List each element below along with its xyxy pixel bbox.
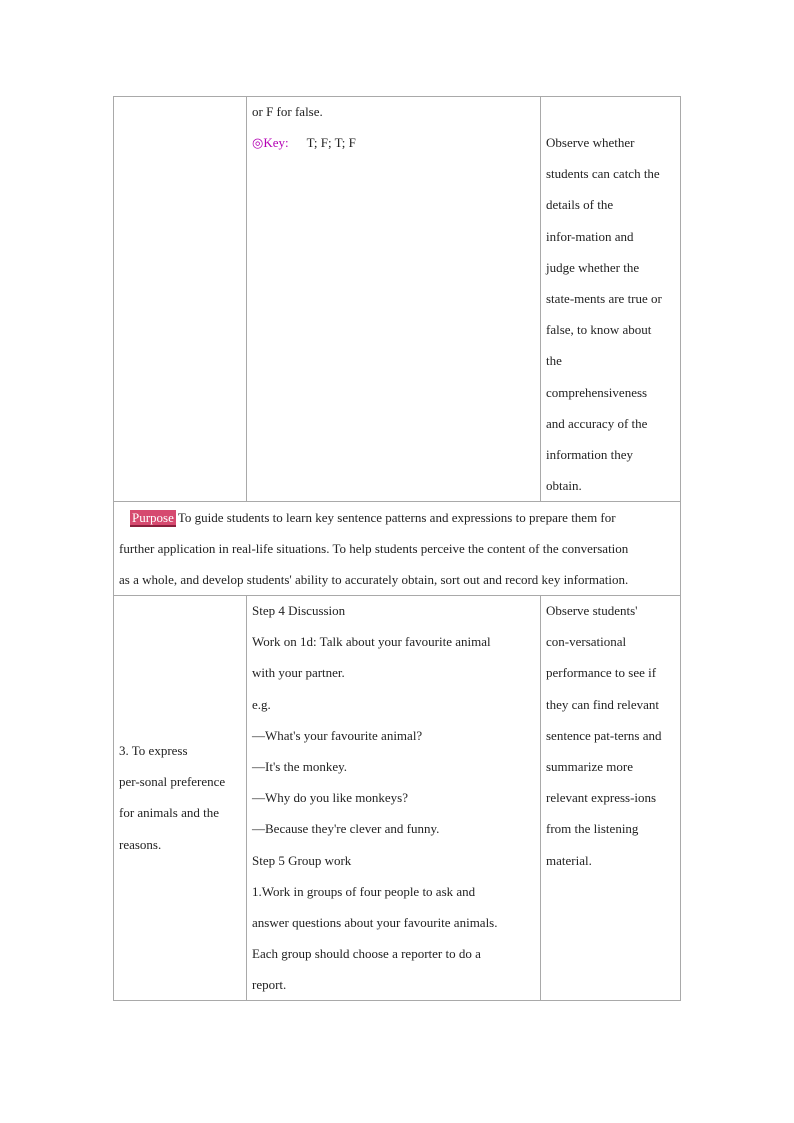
row3-assessment-cell — [546, 595, 678, 876]
assessment-line: the — [546, 353, 562, 369]
purpose-cell — [119, 502, 675, 596]
assessment-line: false, to know about — [546, 322, 652, 338]
step-line: 1.Work in groups of four people to ask and — [252, 883, 476, 899]
objective-line: per-sonal preference — [119, 774, 226, 790]
activity-line: or F for false. — [252, 104, 323, 119]
row1-assessment-cell — [546, 127, 678, 501]
assessment-line: and accuracy of the — [546, 415, 648, 431]
step-heading: Step 5 Group work — [252, 852, 352, 868]
assessment-line: relevant express-ions — [546, 790, 657, 806]
objective-line: 3. To express — [119, 743, 188, 758]
purpose-line — [119, 502, 675, 533]
step-line: Each group should choose a reporter to do a — [252, 946, 481, 962]
assessment-line: infor-mation and — [546, 228, 634, 244]
row3-objective-cell — [119, 735, 244, 860]
column-divider — [540, 595, 541, 1000]
assessment-line: they can find relevant — [546, 696, 659, 712]
assessment-line: obtain. — [546, 478, 582, 494]
key-label: ◎Key: — [252, 135, 289, 151]
objective-line: for animals and the — [119, 805, 219, 821]
purpose-line: further application in real-life situations. To help students perceive the content of the conversation — [119, 541, 629, 557]
objective-line: reasons. — [119, 836, 162, 852]
row1-activity-cell — [252, 96, 538, 158]
assessment-line: performance to see if — [546, 665, 657, 681]
key-answers: T; F; T; F — [306, 135, 356, 151]
assessment-line: con-versational — [546, 634, 627, 650]
assessment-line: students can catch the — [546, 166, 660, 182]
column-divider — [246, 595, 247, 1000]
lesson-plan-table — [113, 96, 681, 1001]
row3-activity-cell — [252, 595, 538, 1001]
answer-key — [252, 127, 538, 158]
assessment-line: state-ments are true or — [546, 291, 662, 307]
row1-objective-cell — [119, 96, 244, 501]
step-line: e.g. — [252, 696, 271, 712]
column-divider — [246, 96, 247, 501]
dialogue-line: —What's your favourite animal? — [252, 727, 423, 743]
purpose-line: as a whole, and develop students' ability to accurately obtain, sort out and record key information. — [119, 572, 629, 588]
table-border-right — [680, 96, 681, 1001]
assessment-line: Observe students' — [546, 603, 638, 618]
dialogue-line: —Because they're clever and funny. — [252, 821, 440, 837]
purpose-text: To guide students to learn key sentence patterns and expressions to prepare them for — [177, 510, 616, 525]
assessment-line: information they — [546, 447, 634, 463]
purpose-badge: Purpose — [132, 510, 174, 525]
step-line: with your partner. — [252, 665, 345, 681]
assessment-line: details of the — [546, 197, 614, 213]
assessment-line: summarize more — [546, 759, 633, 775]
table-border-left — [113, 96, 114, 1001]
dialogue-line: —Why do you like monkeys? — [252, 790, 408, 806]
dialogue-line: —It's the monkey. — [252, 759, 348, 775]
step-heading: Step 4 Discussion — [252, 603, 346, 618]
step-line: Work on 1d: Talk about your favourite animal — [252, 634, 491, 650]
assessment-line: from the listening — [546, 821, 639, 837]
assessment-line: sentence pat-terns and — [546, 727, 662, 743]
column-divider — [540, 96, 541, 501]
assessment-line: material. — [546, 852, 592, 868]
assessment-line: Observe whether — [546, 135, 635, 150]
assessment-line: comprehensiveness — [546, 384, 648, 400]
assessment-line: judge whether the — [546, 259, 640, 275]
step-line: report. — [252, 977, 287, 993]
step-line: answer questions about your favourite animals. — [252, 915, 498, 931]
